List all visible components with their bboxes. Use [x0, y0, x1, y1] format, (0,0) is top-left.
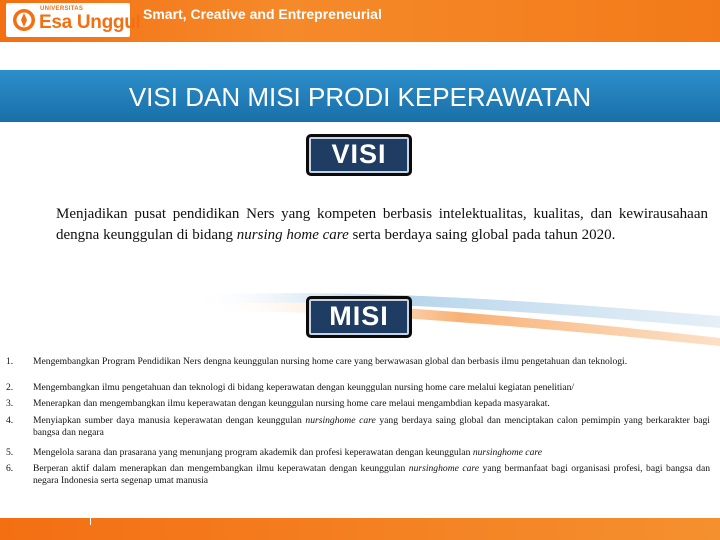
visi-text-italic: nursing home care — [236, 227, 349, 243]
page-title: VISI DAN MISI PRODI KEPERAWATAN — [128, 82, 592, 112]
list-item-text-plain: yang berdaya saing global dan menciptakan calon pemimpin yang berkarakter bagi bangsa dan negara — [33, 415, 710, 438]
university-emblem-icon — [12, 8, 36, 32]
list-item-number: 6. — [6, 463, 14, 474]
list-item-text — [33, 356, 710, 368]
list-item-number: 4. — [6, 415, 14, 426]
list-item-text — [33, 382, 710, 394]
list-item-text-plain: Mengembangkan ilmu pengetahuan dan teknologi di bidang keperawatan dengan keunggulan nursing home care melalui kegiatan penelitian/ — [33, 382, 575, 393]
list-item-text — [33, 398, 710, 410]
list-item-text-plain: Menerapkan dan mengembangkan ilmu keperawatan dengan keunggulan nursing home care melaui mengambdian kepada masyarakat. — [33, 398, 550, 409]
visi-badge: VISI — [306, 134, 412, 176]
list-item-text — [33, 463, 710, 486]
visi-paragraph — [56, 204, 708, 246]
visi-text-before: Menjadikan pusat pendidikan Ners yang kompeten berbasis intelektualitas, kualitas, dan kewirausahaan dengna keunggulan di bidang — [56, 206, 708, 243]
list-item-number: 3. — [6, 398, 14, 409]
title-banner — [0, 70, 720, 122]
university-logo — [6, 3, 141, 37]
list-item-text — [33, 447, 710, 459]
header-bar — [0, 0, 720, 42]
list-item-text-plain: Berperan aktif dalam menerapkan dan mengembangkan ilmu keperawatan dengan keunggulan — [33, 463, 409, 474]
misi-badge: MISI — [306, 296, 412, 338]
logo-subtitle: UNIVERSITAS — [40, 6, 84, 12]
list-item-number: 1. — [6, 356, 14, 367]
footer-frame-line — [90, 496, 717, 525]
visi-text-after: serta berdaya saing global pada tahun 2020. — [348, 227, 616, 243]
list-item-text-italic: nursinghome care — [408, 463, 480, 474]
list-item-text-italic: nursinghome care — [305, 415, 376, 426]
list-item-text-plain: Mengembangkan Program Pendidikan Ners dengna keunggulan nursing home care yang berwawasan global dan berbasis ilmu pengetahuan dan teknologi. — [33, 356, 628, 367]
list-item-text-plain: yang bermanfaat bagi organisasi profesi, bagi bangsa dan negara Indonesia serta segenap umat manusia — [33, 463, 710, 486]
list-item-number: 5. — [6, 447, 14, 458]
logo-name: Esa Unggul — [39, 12, 141, 33]
list-item-number: 2. — [6, 382, 14, 393]
tagline: Smart, Creative and Entrepreneurial — [143, 6, 382, 22]
list-item-text-plain: Mengelola sarana dan prasarana yang menunjang program akademik dan profesi keperawatan dengan keunggulan — [33, 447, 473, 458]
list-item-text-italic: nursinghome care — [472, 447, 543, 458]
list-item-text-plain: Menyiapkan sumber daya manusia keperawatan dengan keunggulan — [33, 415, 306, 426]
list-item-text — [33, 415, 710, 438]
